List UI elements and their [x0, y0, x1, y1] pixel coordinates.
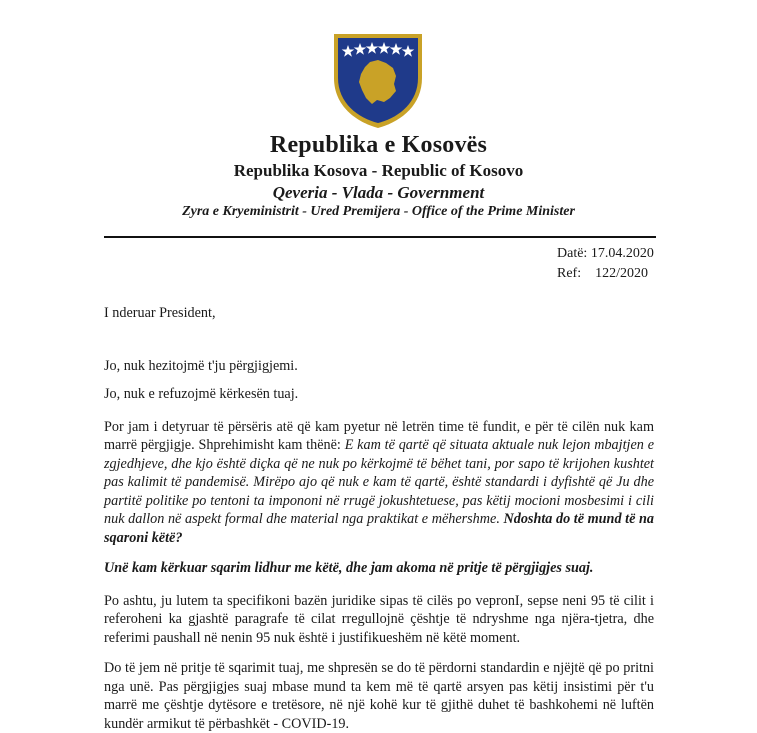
header-republic-albanian: Republika e Kosovës [269, 132, 488, 158]
paragraph-3-intro: Por jam i detyruar të përsëris atë që kam pyetur në letrën time të fundit, e për të cilën nuk kam marrë përgjigje. Shprehimisht kam thënë: [104, 418, 654, 453]
paragraph-5: Po ashtu, ju lutem ta specifikoni bazën juridike sipas të cilës po vepronI, sepse neni 95 të cilit i referoheni ka gjashtë paragrafe të cilat rregullojnë çështje të ndryshme nga njëra-tjetra, dhe referimi paushall në nenin 95 nuk është i justifikueshëm në këtë moment. [104, 592, 654, 646]
header-office: Zyra e Kryeministrit - Ured Premijera - Office of the Prime Minister [182, 204, 575, 219]
salutation: I nderuar President, [104, 305, 216, 321]
paragraph-3-question: Ndoshta do të mund të na sqaroni këtë? [104, 511, 654, 546]
letter-reference: Ref: 122/2020 [557, 266, 648, 281]
paragraph-1: Jo, nuk hezitojmë t'ju përgjigjemi. [104, 357, 298, 374]
paragraph-6: Do të jem në pritje të sqarimit tuaj, me shpresën se do të përdorni standardin e njëjtë që po pritni nga unë. Pas përgjigjes suaj mbase mund ta kem më të qartë arsyen pas këtij insistimi për t'u marrë me çështje dytësore e tretësore, në një kohë kur të gjithë duhet të bashkohemi në luftën kundër armikut të përbashkët - COVID-19. [104, 660, 654, 732]
header-republic-serbian-english: Republika Kosova - Republic of Kosovo [233, 161, 524, 180]
paragraph-4: Unë kam kërkuar sqarim lidhur me këtë, dhe jam akoma në pritje të përgjigjes suaj. [104, 560, 594, 576]
header-divider [104, 236, 656, 238]
letter-date: Datë: 17.04.2020 [557, 246, 654, 261]
kosovo-coat-of-arms [330, 30, 426, 130]
letter-body [104, 304, 654, 733]
paragraph-3 [104, 418, 654, 548]
header-government: Qeveria - Vlada - Government [272, 183, 485, 202]
paragraph-2: Jo, nuk e refuzojmë kërkesën tuaj. [104, 386, 299, 402]
paragraph-3-quote: E kam të qartë që situata aktuale nuk lejon mbajtjen e zgjedhjeve, dhe kjo është diçka që ne nuk po kërkojmë të bëhet tani, por sapo të krijohen kushtet pas kalimit të pandemisë. Mirëpo ajo që nuk e kam të qartë, është standardi i dyfishtë që Ju dhe partitë politike po tentoni ta impononi në rrugë jokushtetuese, pas këtij mocioni mosbesimi i cili nuk dallon në aspekt formal dhe material nga praktikat e mëhershme. [104, 437, 654, 527]
